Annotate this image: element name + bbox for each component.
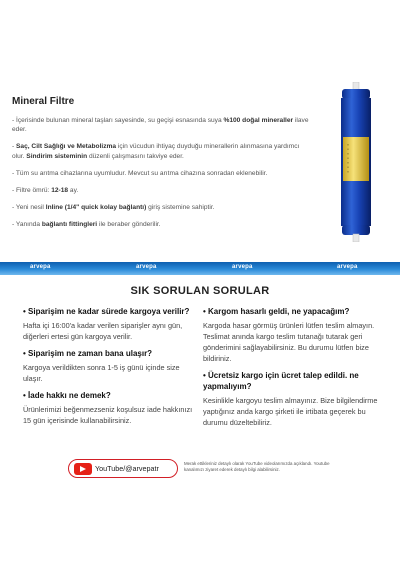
brand-label: arvepa (337, 264, 358, 270)
faq-answer: Kargoya verildikten sonra 1-5 iş günü içinde size ulaşır. (23, 363, 180, 383)
youtube-handle: YouTube/@arvepatr (95, 464, 159, 473)
brand-label: arvepa (232, 264, 253, 270)
faq-question: • Kargom hasarlı geldi, ne yapacağım? (203, 307, 350, 316)
faq-question: • Siparişim ne zaman bana ulaşır? (23, 349, 153, 358)
product-section (0, 0, 400, 262)
faq-answer: Ürünlerimizi beğenmezseniz koşulsuz iade hakkınızı 15 gün içerisinde kullanabilirsiniz. (23, 405, 193, 425)
product-title: Mineral Filtre (12, 96, 75, 107)
brand-label: arvepa (30, 264, 51, 270)
faq-right-column (203, 306, 381, 434)
mineral-filter-image (336, 82, 376, 242)
faq-answer: Kesinlikle kargoyu teslim almayınız. Bize bilgilendirme yaptığınız anda kargo şirketi ile irtibata geçerek bu durumu düzeltebiliriz. (203, 396, 378, 427)
product-feature-item: - Saç, Cilt Sağlığı ve Metabolizma için vücudun ihtiyaç duyduğu minerallerin alınmasına yardımcı olur. Sindirim sisteminin düzenli çalışmasını takviye eder. (12, 143, 300, 160)
faq-answer: Kargoda hasar görmüş ürünleri lütfen teslim almayın. Teslimat anında kargo teslim tutanağı tutarak geri gönderimini sağlayabilirsiniz. Bu durumu lütfen bize bildiriniz. (203, 321, 375, 363)
youtube-note: Merak ettikleriniz detaylı olarak YouTube videolarımızda açıklandı. Youtube kanalımızı ziyaret ederek detaylı bilgi alabilirsiniz. (184, 461, 330, 472)
product-feature-list (12, 116, 312, 238)
product-feature-item: - Filtre ömrü: 12-18 ay. (12, 187, 79, 195)
product-feature-item: - Yeni nesil Inline (1/4" quick kolay bağlantı) giriş sistemine sahiptir. (12, 204, 215, 212)
product-feature-item: - Yanında bağlantı fittingleri ile beraber gönderilir. (12, 221, 161, 229)
product-feature-item: - İçerisinde bulunan mineral taşları sayesinde, su geçişi esnasında suya %100 doğal mineraller ilave eder. (12, 117, 309, 134)
brand-stripe (0, 262, 400, 275)
youtube-play-icon (74, 463, 92, 475)
faq-question: • İade hakkı ne demek? (23, 391, 111, 400)
youtube-channel-link[interactable] (68, 459, 178, 478)
brand-label: arvepa (136, 264, 157, 270)
faq-title: SIK SORULAN SORULAR (130, 285, 270, 297)
faq-question: • Siparişim ne kadar sürede kargoya verilir? (23, 307, 190, 316)
faq-question: • Ücretsiz kargo için ücret talep edildi. ne yapmalıyım? (203, 371, 359, 391)
youtube-banner (68, 458, 332, 480)
faq-answer: Hafta içi 16:00'a kadar verilen siparişler aynı gün, diğerleri ertesi gün kargoya verilir. (23, 321, 183, 341)
product-feature-item: - Tüm su arıtma cihazlarına uyumludur. Mevcut su arıtma cihazına sonradan eklenebilir. (12, 169, 268, 177)
faq-left-column (23, 306, 201, 432)
